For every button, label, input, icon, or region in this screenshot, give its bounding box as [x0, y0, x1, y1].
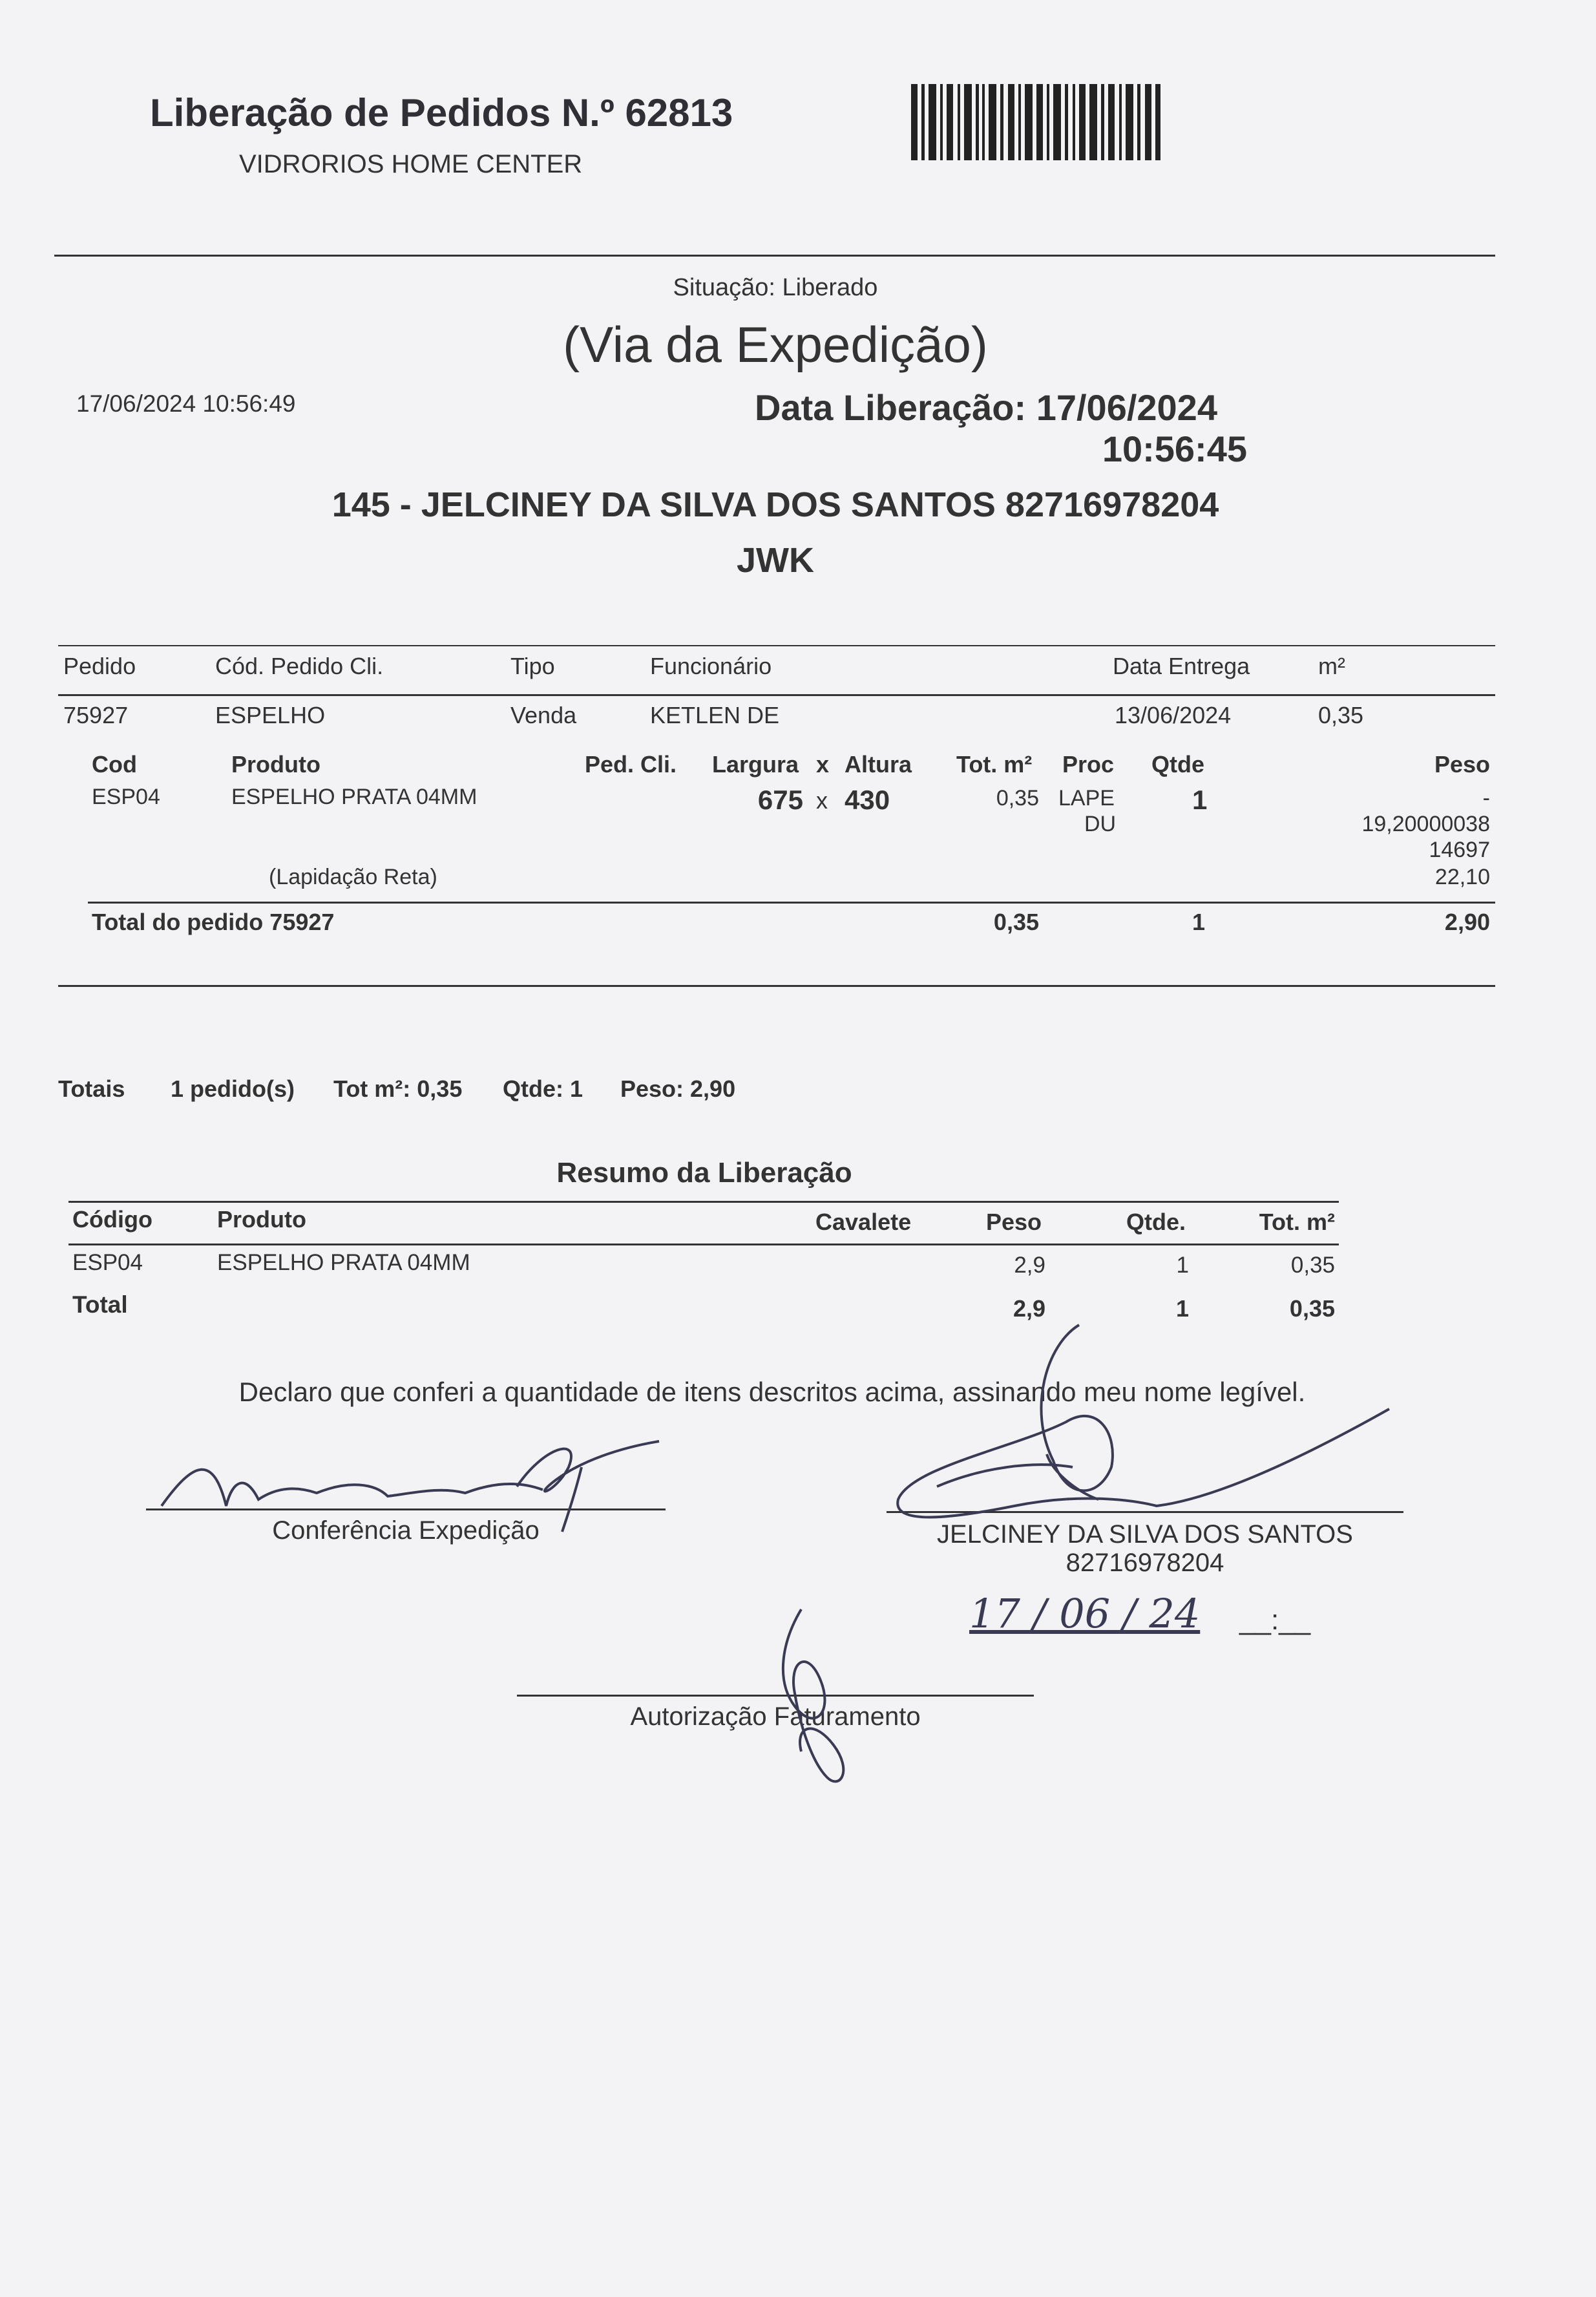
document-title: Liberação de Pedidos N.º 62813 [150, 91, 733, 134]
release-date: Data Liberação: 17/06/2024 [755, 387, 1217, 428]
summary-header-cavalete: Cavalete [815, 1209, 912, 1235]
col-header-pedido: Pedido [63, 653, 136, 679]
order-type: Venda [510, 702, 577, 728]
client-code: JWK [737, 541, 814, 580]
summary-header-qtde: Qtde. [1126, 1209, 1186, 1235]
order-total-label: Total do pedido 75927 [92, 909, 335, 935]
item-header-altura: Altura [845, 751, 912, 778]
client-signature [885, 1306, 1402, 1538]
order-client-code: ESPELHO [215, 702, 326, 728]
expedition-signature [155, 1422, 685, 1538]
col-header-data-entrega: Data Entrega [1113, 653, 1250, 679]
item-header-cod: Cod [92, 751, 137, 778]
item-largura: 675 [757, 785, 803, 815]
client-name: 145 - JELCINEY DA SILVA DOS SANTOS 82716978204 [331, 485, 1219, 524]
company-name: VIDRORIOS HOME CENTER [239, 150, 583, 178]
item-x: x [816, 787, 828, 814]
summary-top-line [68, 1201, 1339, 1203]
header-divider [54, 255, 1495, 257]
summary-title: Resumo da Liberação [556, 1157, 852, 1189]
order-table-top-line [58, 645, 1495, 646]
item-altura: 430 [845, 785, 890, 815]
summary-header-peso: Peso [986, 1209, 1042, 1235]
col-header-cod-pedido-cli: Cód. Pedido Cli. [215, 653, 384, 679]
summary-row-peso: 2,9 [1014, 1253, 1045, 1278]
item-peso-line3: 14697 [1429, 838, 1490, 862]
totals-m2: Tot m²: 0,35 [333, 1075, 463, 1102]
order-total-peso: 2,90 [1444, 909, 1490, 935]
item-peso-line4: 22,10 [1434, 865, 1490, 889]
summary-header-tot-m2: Tot. m² [1259, 1209, 1335, 1235]
summary-row-tot-m2: 0,35 [1290, 1253, 1335, 1278]
item-cod: ESP04 [92, 785, 160, 809]
totals-pedidos: 1 pedido(s) [171, 1075, 295, 1102]
summary-row-qtde: 1 [1176, 1253, 1189, 1278]
summary-total-peso: 2,9 [1013, 1295, 1045, 1322]
item-qtde: 1 [1192, 785, 1208, 815]
totals-qtde: Qtde: 1 [503, 1075, 583, 1102]
order-section-bottom-line [58, 985, 1495, 987]
item-header-largura: Largura [712, 751, 799, 778]
client-signature-doc: 82716978204 [1066, 1549, 1224, 1577]
col-header-m2: m² [1318, 653, 1345, 679]
item-header-tot-m2: Tot. m² [956, 751, 1033, 778]
summary-total-qtde: 1 [1175, 1295, 1189, 1322]
order-employee: KETLEN DE [650, 702, 780, 728]
col-header-funcionario: Funcionário [650, 653, 772, 679]
item-note: (Lapidação Reta) [269, 865, 437, 889]
copy-type: (Via da Expedição) [563, 316, 988, 373]
item-header-x: x [816, 751, 830, 778]
item-header-ped-cli: Ped. Cli. [585, 751, 677, 778]
order-m2: 0,35 [1318, 702, 1364, 728]
item-proc-line1: LAPE [1058, 786, 1115, 810]
item-produto: ESPELHO PRATA 04MM [231, 785, 478, 809]
summary-total-label: Total [72, 1291, 128, 1318]
item-header-proc: Proc [1062, 751, 1115, 778]
item-header-peso: Peso [1434, 751, 1490, 778]
declaration-text: Declaro que conferi a quantidade de itens descritos acima, assinando meu nome legível. [238, 1377, 1306, 1407]
authorization-signature [762, 1603, 853, 1790]
summary-row-produto: ESPELHO PRATA 04MM [217, 1250, 470, 1275]
summary-header-produto: Produto [217, 1206, 306, 1233]
status-text: Situação: Liberado [673, 274, 878, 301]
order-total-qtde: 1 [1192, 909, 1206, 935]
totals-peso: Peso: 2,90 [620, 1075, 736, 1102]
summary-header-codigo: Código [72, 1206, 152, 1233]
item-header-qtde: Qtde [1151, 751, 1205, 778]
item-peso-line1: - [1482, 786, 1490, 810]
col-header-tipo: Tipo [510, 653, 555, 679]
release-time: 10:56:45 [1102, 429, 1247, 469]
item-proc-line2: DU [1084, 812, 1117, 836]
order-total-m2: 0,35 [993, 909, 1039, 935]
barcode [911, 84, 1163, 162]
client-signature-name: JELCINEY DA SILVA DOS SANTOS [937, 1520, 1353, 1549]
authorization-signature-label: Autorização Faturamento [630, 1702, 921, 1731]
item-header-produto: Produto [231, 751, 320, 778]
summary-row-codigo: ESP04 [72, 1250, 143, 1275]
totals-label: Totais [58, 1075, 125, 1102]
item-total-line [88, 902, 1495, 904]
summary-total-tot-m2: 0,35 [1289, 1295, 1335, 1322]
order-table-header-line [58, 694, 1495, 696]
time-blank: __:__ [1239, 1604, 1311, 1636]
handwritten-date: 17 / 06 / 24 [969, 1590, 1201, 1637]
item-tot-m2: 0,35 [996, 786, 1039, 810]
item-peso-line2: 19,20000038 [1361, 812, 1490, 836]
expedition-signature-label: Conferência Expedição [272, 1516, 540, 1545]
summary-header-line [68, 1244, 1339, 1245]
order-number: 75927 [63, 702, 129, 728]
print-timestamp: 17/06/2024 10:56:49 [76, 390, 296, 417]
order-delivery-date: 13/06/2024 [1115, 702, 1232, 728]
